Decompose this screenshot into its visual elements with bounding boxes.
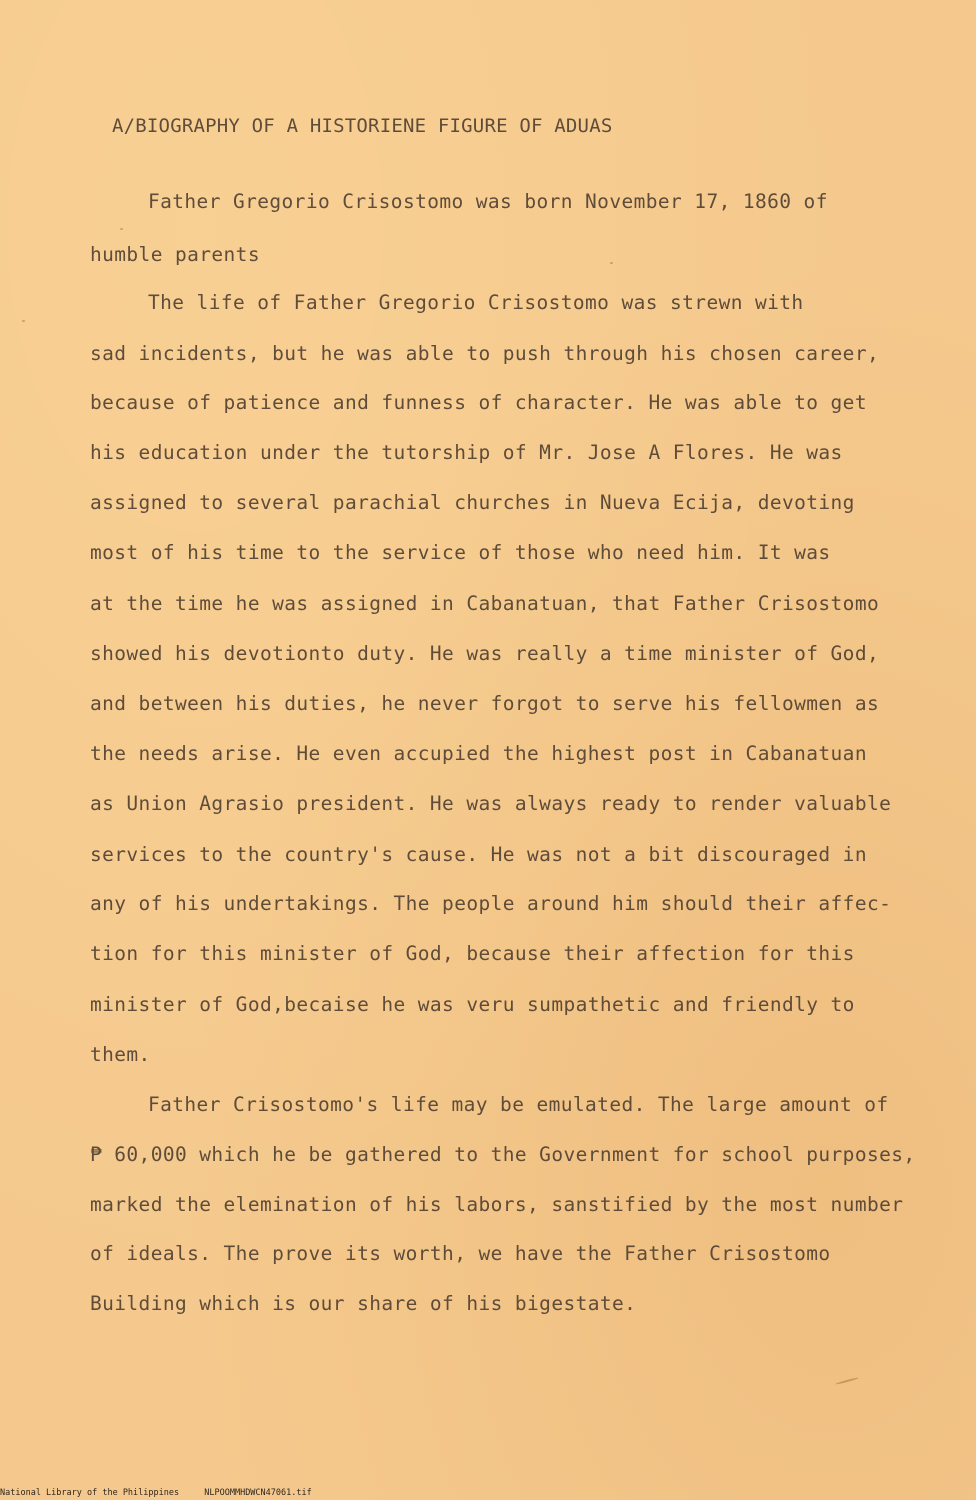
text-line: because of patience and funness of character. He was able to get bbox=[90, 391, 867, 414]
text-line: of ideals. The prove its worth, we have the Father Crisostomo bbox=[90, 1242, 831, 1265]
text-line: humble parents bbox=[90, 243, 260, 266]
paper-mark bbox=[835, 1377, 859, 1385]
text-line: most of his time to the service of those who need him. It was bbox=[90, 541, 831, 564]
file-id: NLPOOMMHDWCN47061.tif bbox=[204, 1488, 312, 1498]
text-line: Building which is our share of his bigestate. bbox=[90, 1292, 637, 1315]
paper-speck bbox=[22, 320, 25, 322]
text-line: The life of Father Gregorio Crisostomo was strewn with bbox=[148, 291, 804, 314]
text-line: the needs arise. He even accupied the highest post in Cabanatuan bbox=[90, 742, 867, 765]
library-name: National Library of the Philippines bbox=[0, 1488, 180, 1498]
document-title: A/BIOGRAPHY OF A HISTORIENE FIGURE OF ADUAS bbox=[112, 115, 613, 137]
text-line: ₱ 60,000 which he be gathered to the Government for school purposes, bbox=[90, 1143, 916, 1166]
text-line: services to the country's cause. He was not a bit discouraged in bbox=[90, 843, 867, 866]
text-line: showed his devotionto duty. He was really a time minister of God, bbox=[90, 642, 880, 665]
text-line: Father Gregorio Crisostomo was born November 17, 1860 of bbox=[148, 190, 828, 213]
text-line: assigned to several parachial churches in Nueva Ecija, devoting bbox=[90, 491, 855, 514]
text-line: sad incidents, but he was able to push through his chosen career, bbox=[90, 342, 880, 365]
text-line: his education under the tutorship of Mr. Jose A Flores. He was bbox=[90, 441, 843, 464]
text-line: tion for this minister of God, because their affection for this bbox=[90, 942, 855, 965]
text-line: at the time he was assigned in Cabanatuan, that Father Crisostomo bbox=[90, 592, 880, 615]
text-line: minister of God,becaise he was veru sumpathetic and friendly to bbox=[90, 993, 855, 1016]
text-line: them. bbox=[90, 1043, 151, 1066]
text-line: any of his undertakings. The people around him should their affec- bbox=[90, 892, 892, 915]
paper-speck bbox=[610, 262, 613, 264]
text-line: marked the elemination of his labors, sanstified by the most number bbox=[90, 1193, 904, 1216]
paper-speck bbox=[120, 228, 123, 230]
text-line: Father Crisostomo's life may be emulated. The large amount of bbox=[148, 1093, 889, 1116]
archive-footer bbox=[0, 1488, 332, 1498]
text-line: and between his duties, he never forgot to serve his fellowmen as bbox=[90, 692, 880, 715]
text-line: as Union Agrasio president. He was always ready to render valuable bbox=[90, 792, 892, 815]
